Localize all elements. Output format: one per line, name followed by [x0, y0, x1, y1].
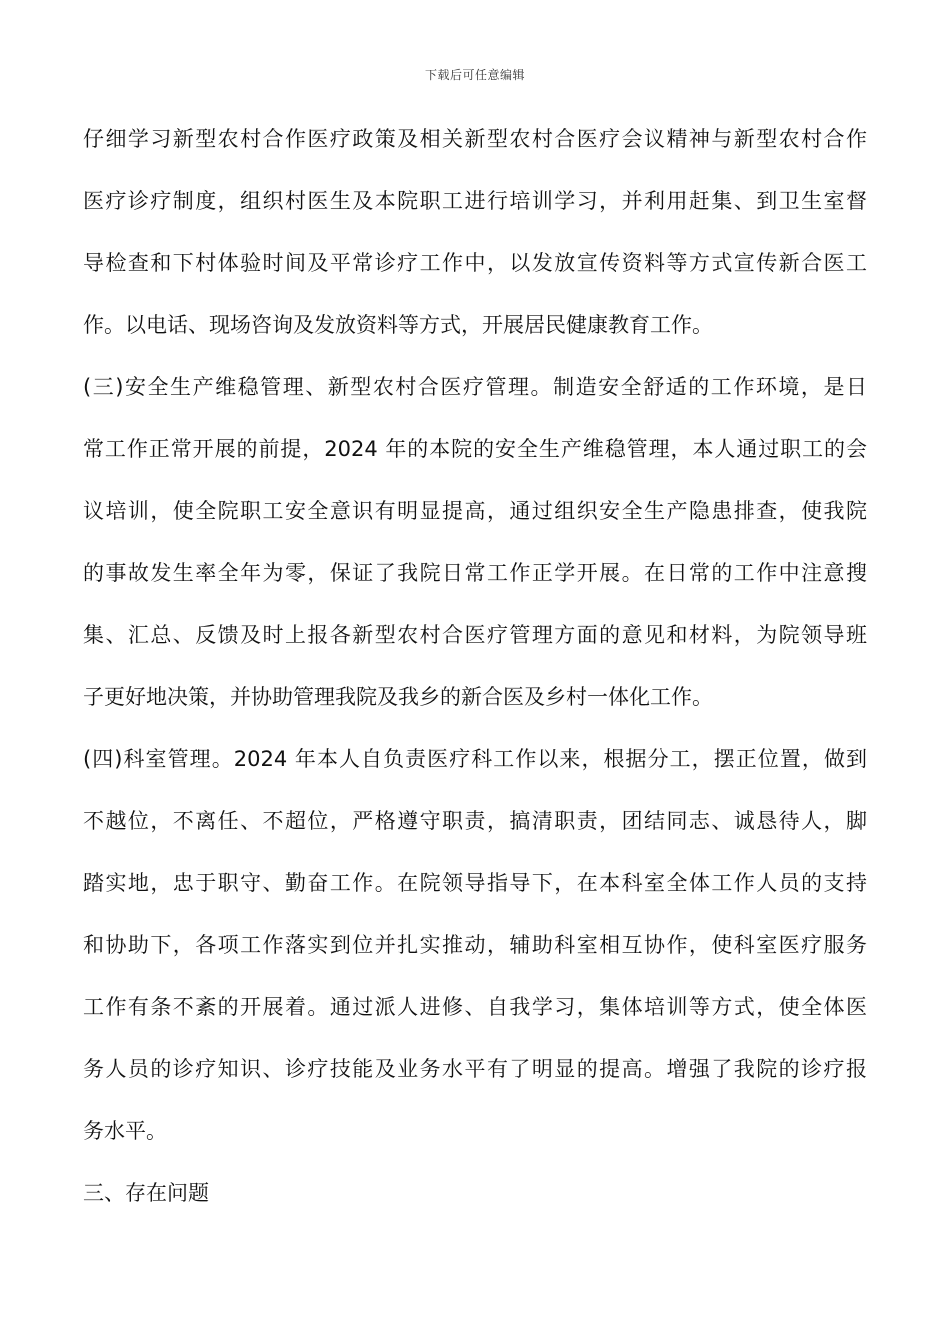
text-line: 导检查和下村体验时间及平常诊疗工作中，以发放宣传资料等方式宣传新合医工: [83, 251, 867, 275]
text-line: 和协助下，各项工作落实到位并扎实推动，辅助科室相互协作，使科室医疗服务: [83, 933, 867, 957]
text-line: 务水平。: [83, 1119, 167, 1143]
text-line: 作。以电话、现场咨询及发放资料等方式，开展居民健康教育工作。: [83, 313, 713, 337]
section-heading: [83, 1162, 867, 1224]
text-line: (四)科室管理。2024 年本人自负责医疗科工作以来，根据分工，摆正位置，做到: [83, 747, 867, 771]
text-line: 集、汇总、反馈及时上报各新型农村合医疗管理方面的意见和材料，为院领导班: [83, 623, 867, 647]
text-line: 医疗诊疗制度，组织村医生及本院职工进行培训学习，并利用赶集、到卫生室督: [83, 189, 867, 213]
page-header: 下载后可任意编辑: [424, 68, 525, 82]
text-line: 工作有条不紊的开展着。通过派人进修、自我学习，集体培训等方式，使全体医: [83, 995, 867, 1019]
document-body: [83, 108, 867, 1224]
text-line: 踏实地，忠于职守、勤奋工作。在院领导指导下，在本科室全体工作人员的支持: [83, 871, 867, 895]
text-line: 常工作正常开展的前提，2024 年的本院的安全生产维稳管理，本人通过职工的会: [83, 437, 867, 461]
text-line: 的事故发生率全年为零，保证了我院日常工作正学开展。在日常的工作中注意搜: [83, 561, 867, 585]
text-line: 仔细学习新型农村合作医疗政策及相关新型农村合医疗会议精神与新型农村合作: [83, 127, 867, 151]
text-line: 务人员的诊疗知识、诊疗技能及业务水平有了明显的提高。增强了我院的诊疗报: [83, 1057, 867, 1081]
paragraph-department-management: [83, 728, 867, 1162]
text-line: 议培训，使全院职工安全意识有明显提高，通过组织安全生产隐患排查，使我院: [83, 499, 867, 523]
paragraph-safety-management: [83, 356, 867, 728]
text-line: 不越位，不离任、不超位，严格遵守职责，搞清职责，团结同志、诚恳待人，脚: [83, 809, 867, 833]
text-line: 子更好地决策，并协助管理我院及我乡的新合医及乡村一体化工作。: [83, 685, 713, 709]
section-heading-text: 三、存在问题: [83, 1181, 209, 1205]
text-line: (三)安全生产维稳管理、新型农村合医疗管理。制造安全舒适的工作环境，是日: [83, 375, 867, 399]
paragraph-publicity: [83, 108, 867, 356]
